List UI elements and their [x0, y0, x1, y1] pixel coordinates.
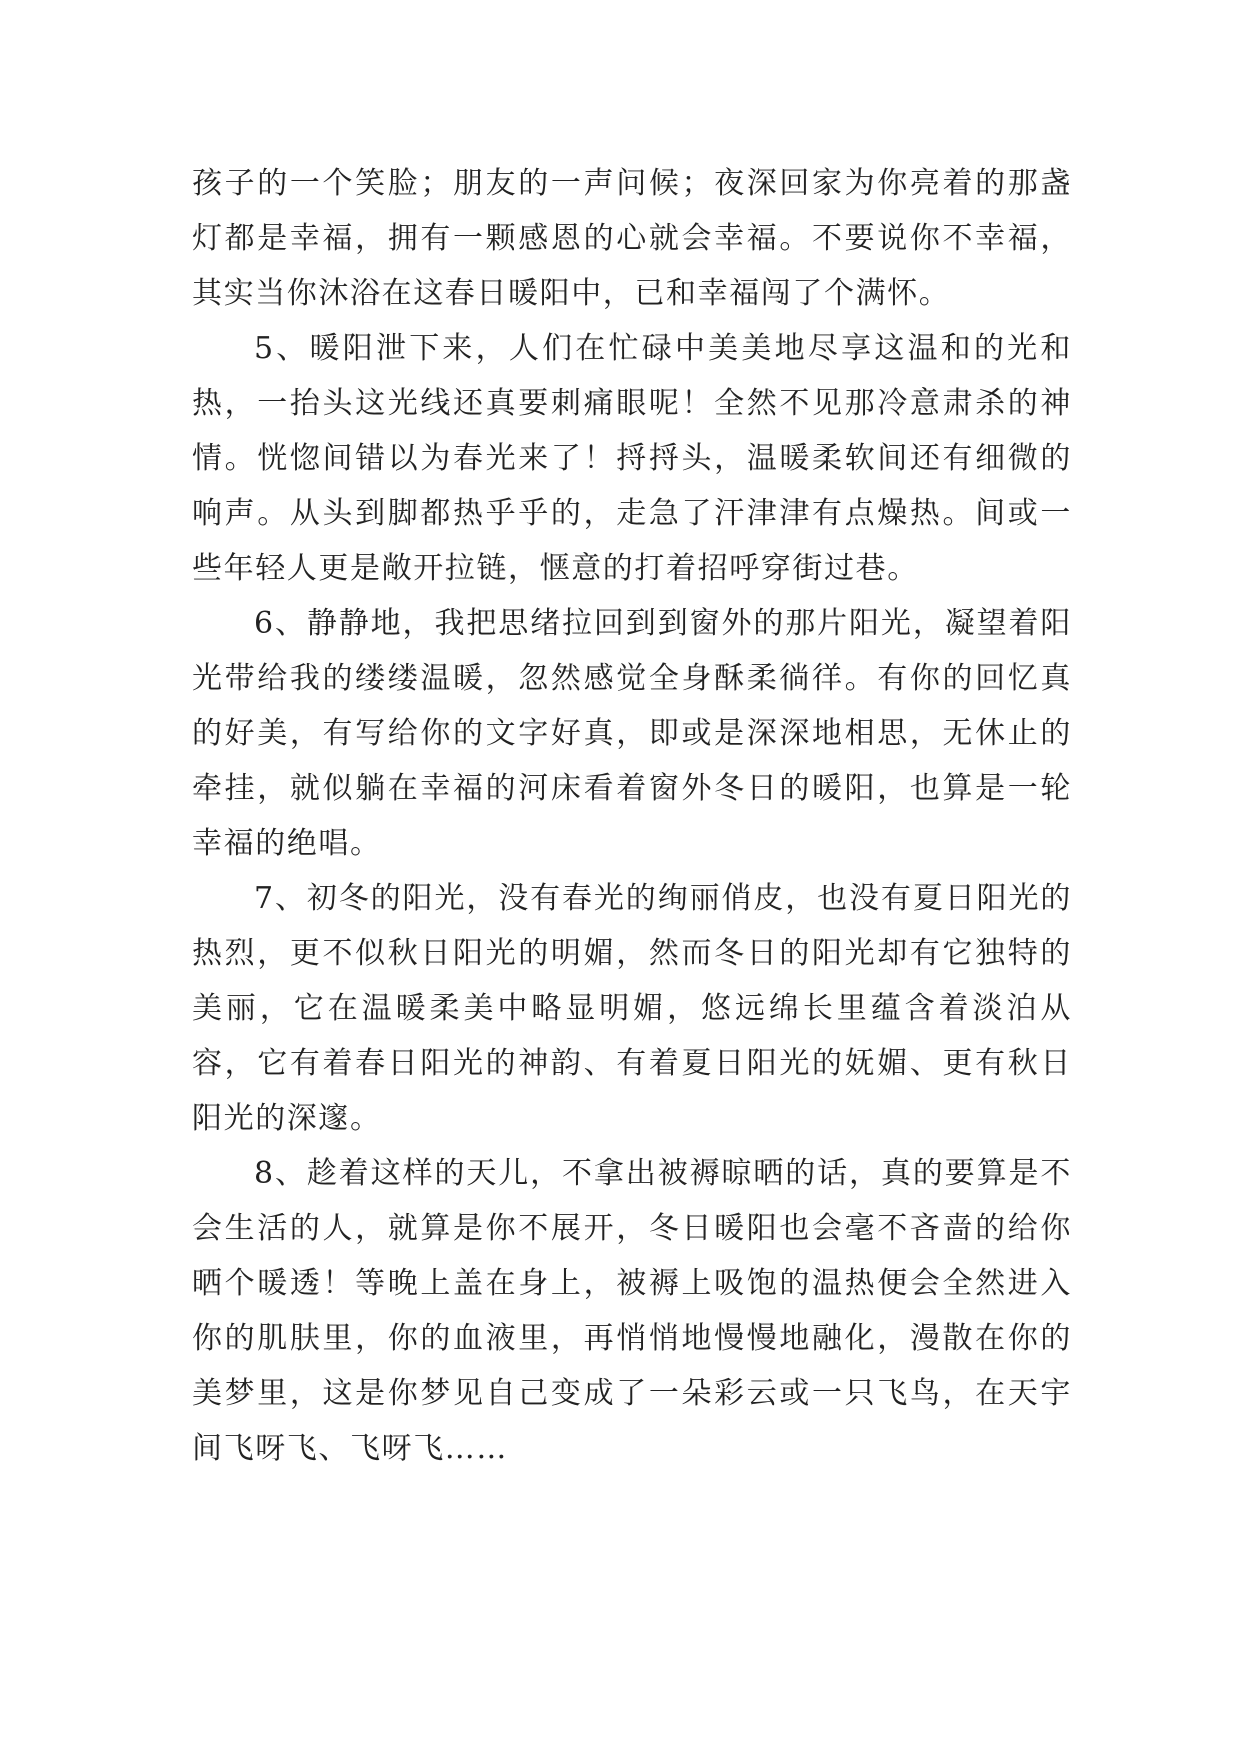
- paragraph-3: 6、静静地，我把思绪拉回到到窗外的那片阳光，凝望着阳光带给我的缕缕温暖，忽然感觉全身酥柔徜徉。有你的回忆真的好美，有写给你的文字好真，即或是深深地相思，无休止的牵挂，就似躺在幸福的河床看着窗外冬日的暖阳，也算是一轮幸福的绝唱。: [192, 606, 1072, 861]
- paragraph-4: 7、初冬的阳光，没有春光的绚丽俏皮，也没有夏日阳光的热烈，更不似秋日阳光的明媚，然而冬日的阳光却有它独特的美丽，它在温暖柔美中略显明媚，悠远绵长里蕴含着淡泊从容，它有着春日阳光的神韵、有着夏日阳光的妩媚、更有秋日阳光的深邃。: [192, 881, 1072, 1136]
- paragraph-2: 5、暖阳泄下来，人们在忙碌中美美地尽享这温和的光和热，一抬头这光线还真要刺痛眼呢！全然不见那冷意肃杀的神情。恍惚间错以为春光来了！捋捋头，温暖柔软间还有细微的响声。从头到脚都热乎乎的，走急了汗津津有点燥热。间或一些年轻人更是敞开拉链，惬意的打着招呼穿街过巷。: [192, 331, 1072, 586]
- paragraph-5: 8、趁着这样的天儿，不拿出被褥晾晒的话，真的要算是不会生活的人，就算是你不展开，冬日暖阳也会毫不吝啬的给你晒个暖透！等晚上盖在身上，被褥上吸饱的温热便会全然进入你的肌肤里，你的血液里，再悄悄地慢慢地融化，漫散在你的美梦里，这是你梦见自己变成了一朵彩云或一只飞鸟，在天宇间飞呀飞、飞呀飞……: [192, 1156, 1072, 1466]
- paragraph-1: 孩子的一个笑脸；朋友的一声问候；夜深回家为你亮着的那盏灯都是幸福，拥有一颗感恩的心就会幸福。不要说你不幸福，其实当你沐浴在这春日暖阳中，已和幸福闯了个满怀。: [192, 166, 1072, 311]
- body-text: [192, 156, 1072, 1476]
